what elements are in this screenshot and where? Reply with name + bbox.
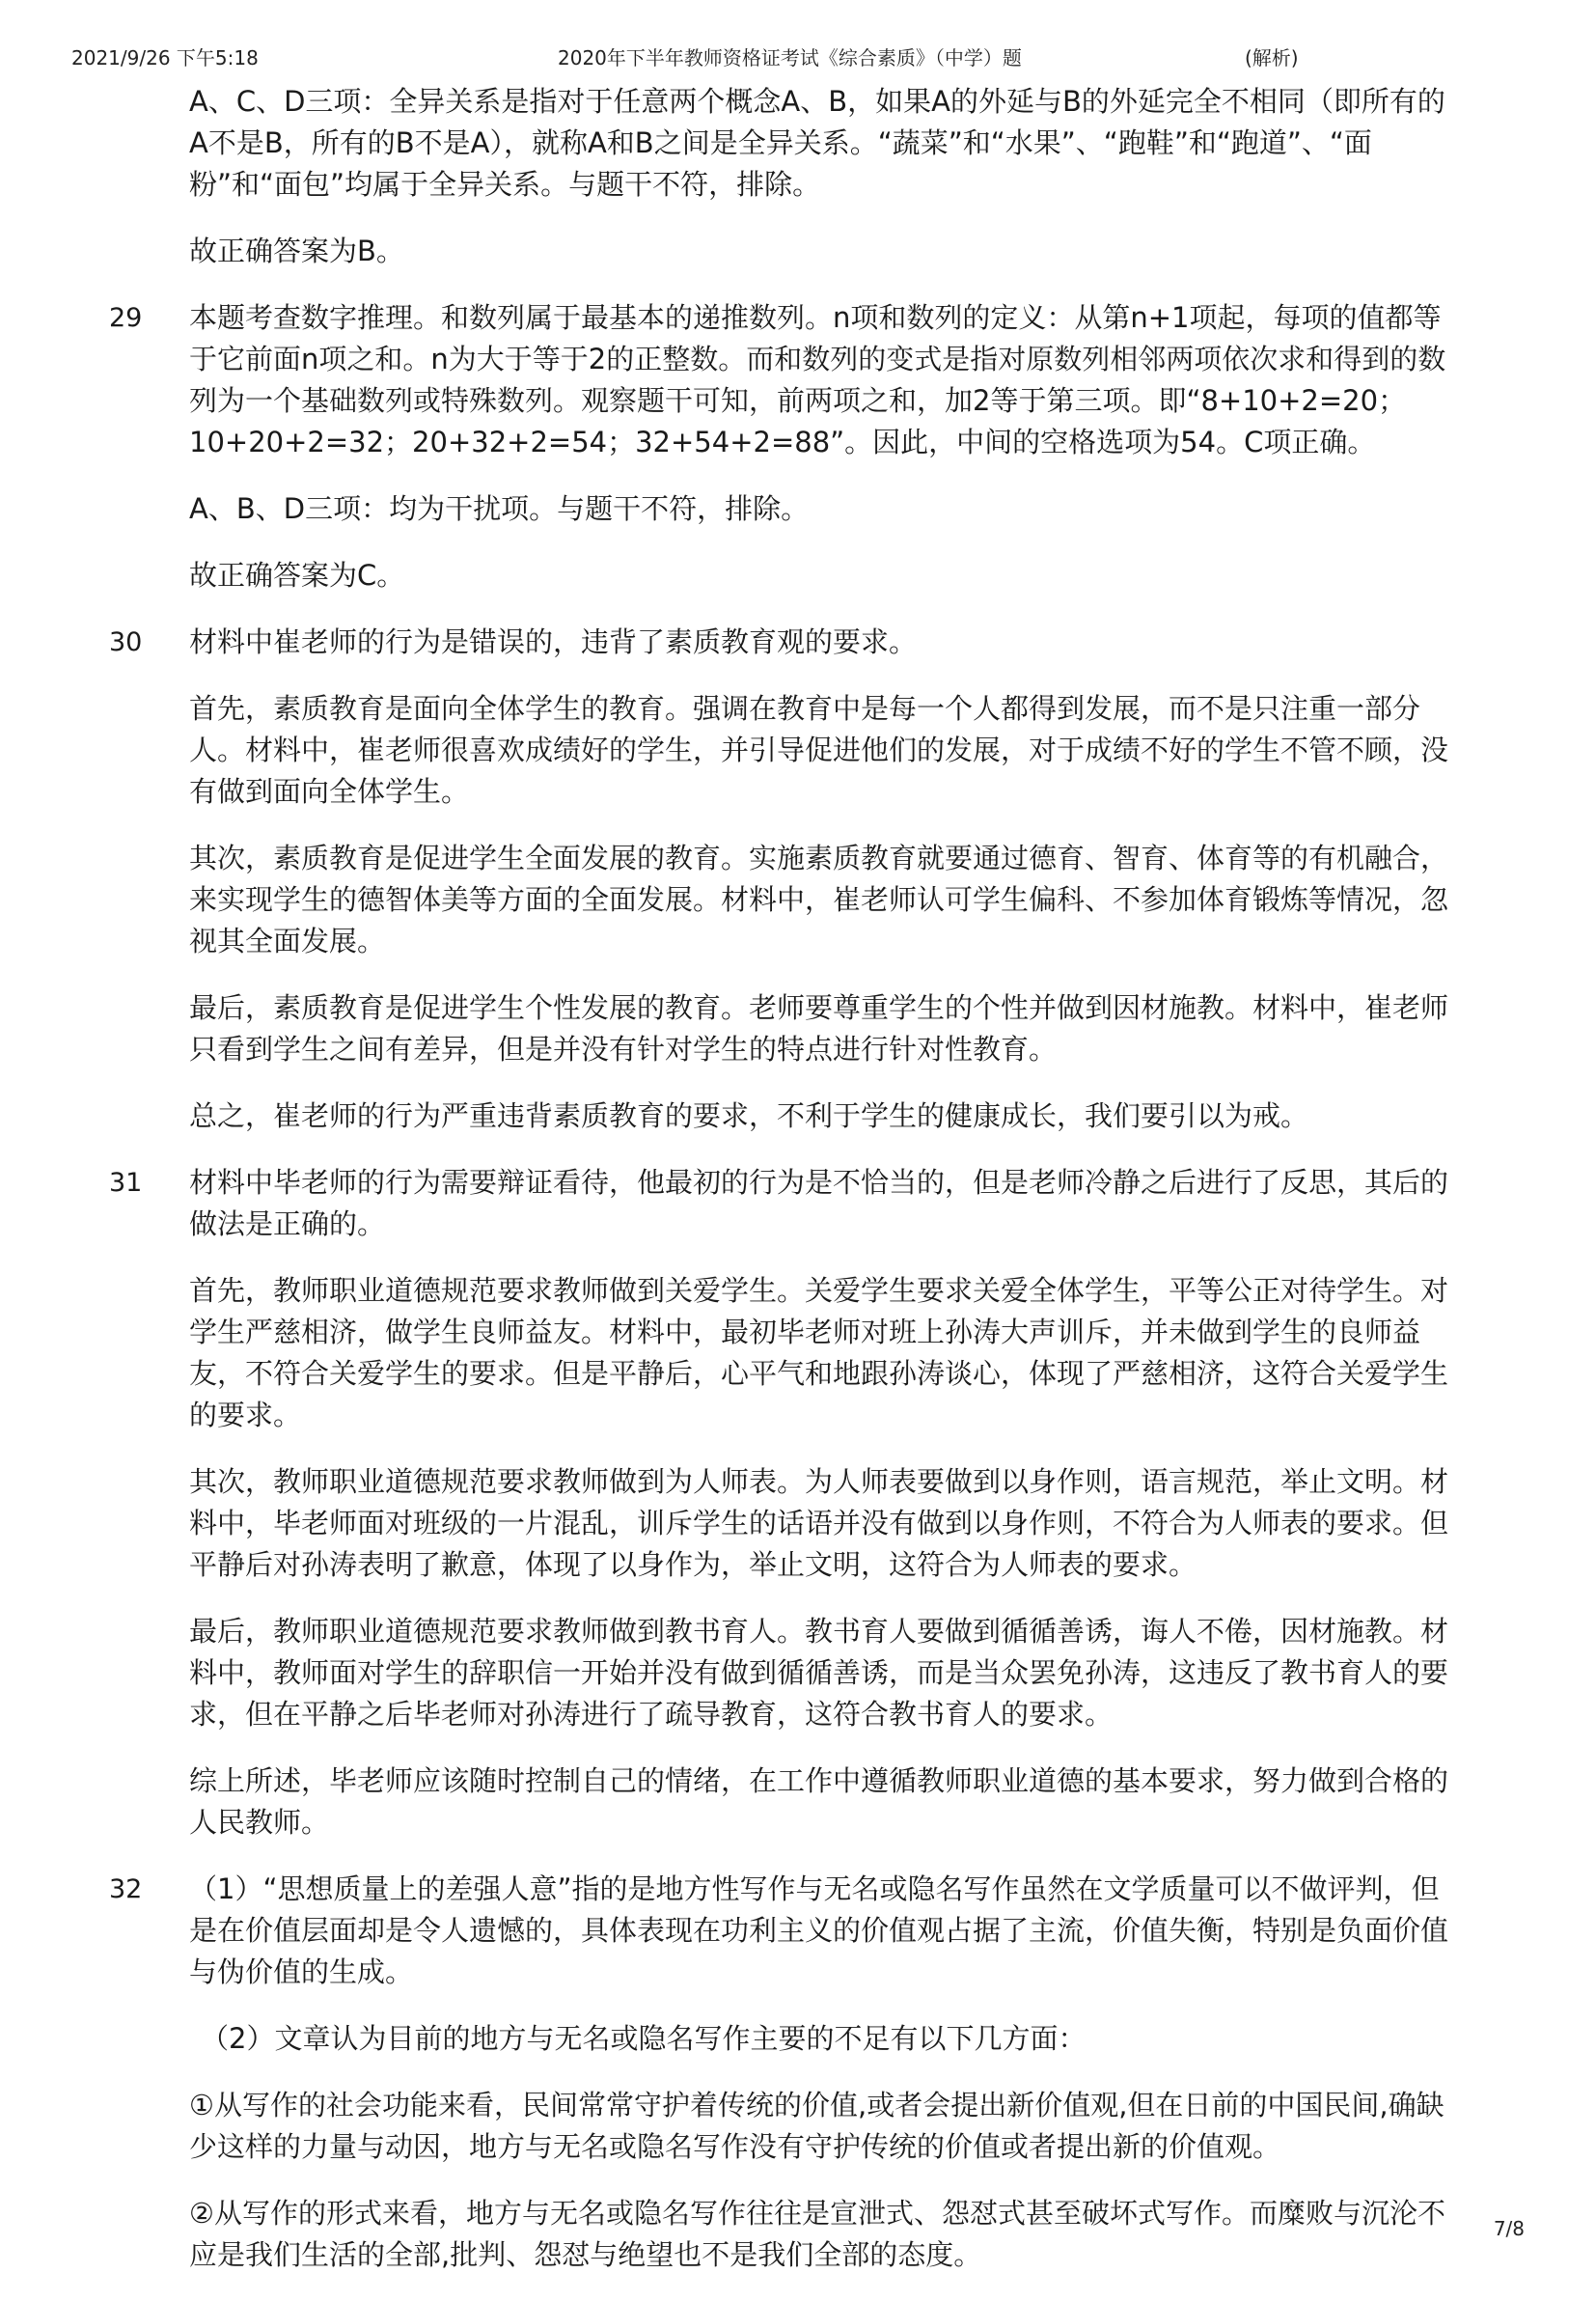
paragraph: [109, 1869, 1461, 1993]
paragraph-text: 最后，教师职业道德规范要求教师做到教书育人。教书育人要做到循循善诱，诲人不倦，因材施教。材料中，教师面对学生的辞职信一开始并没有做到循循善诱，而是当众罢免孙涛，这违反了教书育人的要求，但在平静之后毕老师对孙涛进行了疏导教育，这符合教书育人的要求。: [189, 1615, 1449, 1731]
question-number: 30: [109, 627, 143, 657]
paragraph: [189, 838, 1461, 962]
paragraph: [189, 1270, 1461, 1436]
paragraph-text: A、B、D三项：均为干扰项。与题干不符，排除。: [189, 492, 810, 525]
paragraph-text: （2）文章认为目前的地方与无名或隐名写作主要的不足有以下几方面：: [201, 2022, 1087, 2055]
paragraph: [189, 231, 1461, 272]
document-title: 2020年下半年教师资格证考试《综合素质》（中学）题: [558, 46, 1022, 69]
paragraph: [189, 1461, 1461, 1586]
paragraph-text: ②从写作的形式来看，地方与无名或隐名写作往往是宣泄式、怨怼式甚至破坏式写作。而糜败与沉沦不应是我们生活的全部,批判、怨怼与绝望也不是我们全部的态度。: [189, 2197, 1445, 2271]
paragraph: [189, 2085, 1461, 2168]
paragraph-text: 最后，素质教育是促进学生个性发展的教育。老师要尊重学生的个性并做到因材施教。材料中，崔老师只看到学生之间有差异，但是并没有针对学生的特点进行针对性教育。: [189, 991, 1449, 1066]
question-number: 32: [109, 1874, 143, 1904]
paragraph-text: 故正确答案为C。: [189, 559, 405, 592]
paragraph: [189, 1611, 1461, 1735]
paragraph: [189, 987, 1461, 1070]
paragraph-text: 材料中毕老师的行为需要辩证看待，他最初的行为是不恰当的，但是老师冷静之后进行了反思，其后的做法是正确的。: [189, 1166, 1449, 1240]
paragraph: [189, 488, 1461, 530]
paragraph: [189, 555, 1461, 596]
paragraph: [109, 1162, 1461, 1245]
paragraph-text: ①从写作的社会功能来看，民间常常守护着传统的价值,或者会提出新价值观,但在日前的中国民间,确缺少这样的力量与动因，地方与无名或隐名写作没有守护传统的价值或者提出新的价值观。: [189, 2089, 1445, 2163]
paragraph-text: 总之，崔老师的行为严重违背素质教育的要求，不利于学生的健康成长，我们要引以为戒。: [189, 1099, 1309, 1132]
paragraph: [189, 2193, 1461, 2276]
paragraph-text: 综上所述，毕老师应该随时控制自己的情绪，在工作中遵循教师职业道德的基本要求，努力做到合格的人民教师。: [189, 1764, 1449, 1839]
print-datetime: 2021/9/26 下午5:18: [71, 46, 259, 69]
paragraph-text: 首先，素质教育是面向全体学生的教育。强调在教育中是每一个人都得到发展，而不是只注重一部分人。材料中，崔老师很喜欢成绩好的学生，并引导促进他们的发展，对于成绩不好的学生不管不顾，没有做到面向全体学生。: [189, 692, 1449, 808]
paragraph-text: 首先，教师职业道德规范要求教师做到关爱学生。关爱学生要求关爱全体学生，平等公正对待学生。对学生严慈相济，做学生良师益友。材料中，最初毕老师对班上孙涛大声训斥，并未做到学生的良师益友，不符合关爱学生的要求。但是平静后，心平气和地跟孙涛谈心，体现了严慈相济，这符合关爱学生的要求。: [189, 1274, 1449, 1431]
paragraph-text: 其次，教师职业道德规范要求教师做到为人师表。为人师表要做到以身作则，语言规范，举止文明。材料中，毕老师面对班级的一片混乱，训斥学生的话语并没有做到以身作则，不符合为人师表的要求。但平静后对孙涛表明了歉意，体现了以身作为，举止文明，这符合为人师表的要求。: [189, 1465, 1449, 1581]
paragraph-text: 故正确答案为B。: [189, 235, 404, 267]
paragraph-text: 材料中崔老师的行为是错误的，违背了素质教育观的要求。: [189, 625, 918, 658]
paragraph: [189, 1760, 1461, 1844]
question-number: 29: [109, 303, 143, 333]
paragraph: [109, 297, 1461, 463]
paragraph-text: A、C、D三项：全异关系是指对于任意两个概念A、B，如果A的外延与B的外延完全不相同（即所有的A不是B，所有的B不是A），就称A和B之间是全异关系。“蔬菜”和“水果”、“跑鞋”和“跑道”、“面粉”和“面包”均属于全异关系。与题干不符，排除。: [189, 85, 1445, 201]
paragraph: [109, 622, 1461, 663]
question-number: 31: [109, 1168, 143, 1198]
document-tag: (解析): [1245, 46, 1299, 69]
paragraph: [189, 688, 1461, 813]
paragraph-text: （1）“思想质量上的差强人意”指的是地方性写作与无名或隐名写作虽然在文学质量可以不做评判，但是在价值层面却是令人遗憾的，具体表现在功利主义的价值观占据了主流，价值失衡，特别是负面价值与伪价值的生成。: [189, 1872, 1449, 1988]
paragraph-text: 其次，素质教育是促进学生全面发展的教育。实施素质教育就要通过德育、智育、体育等的有机融合，来实现学生的德智体美等方面的全面发展。材料中，崔老师认可学生偏科、不参加体育锻炼等情况，忽视其全面发展。: [189, 842, 1449, 957]
paragraph: [189, 81, 1461, 206]
page-number: 7/8: [1493, 2217, 1525, 2240]
paragraph: [189, 2018, 1472, 2060]
answer-content: [0, 81, 1596, 2301]
paragraph: [189, 1095, 1461, 1137]
paragraph-text: 本题考查数字推理。和数列属于最基本的递推数列。n项和数列的定义：从第n+1项起，每项的值都等于它前面n项之和。n为大于等于2的正整数。而和数列的变式是指对原数列相邻两项依次求和得到的数列为一个基础数列或特殊数列。观察题干可知，前两项之和，加2等于第三项。即“8+10+2=20；10+20+2=32；20+32+2=54；32+54+2=88”。因此，中间的空格选项为54。C项正确。: [189, 301, 1446, 458]
